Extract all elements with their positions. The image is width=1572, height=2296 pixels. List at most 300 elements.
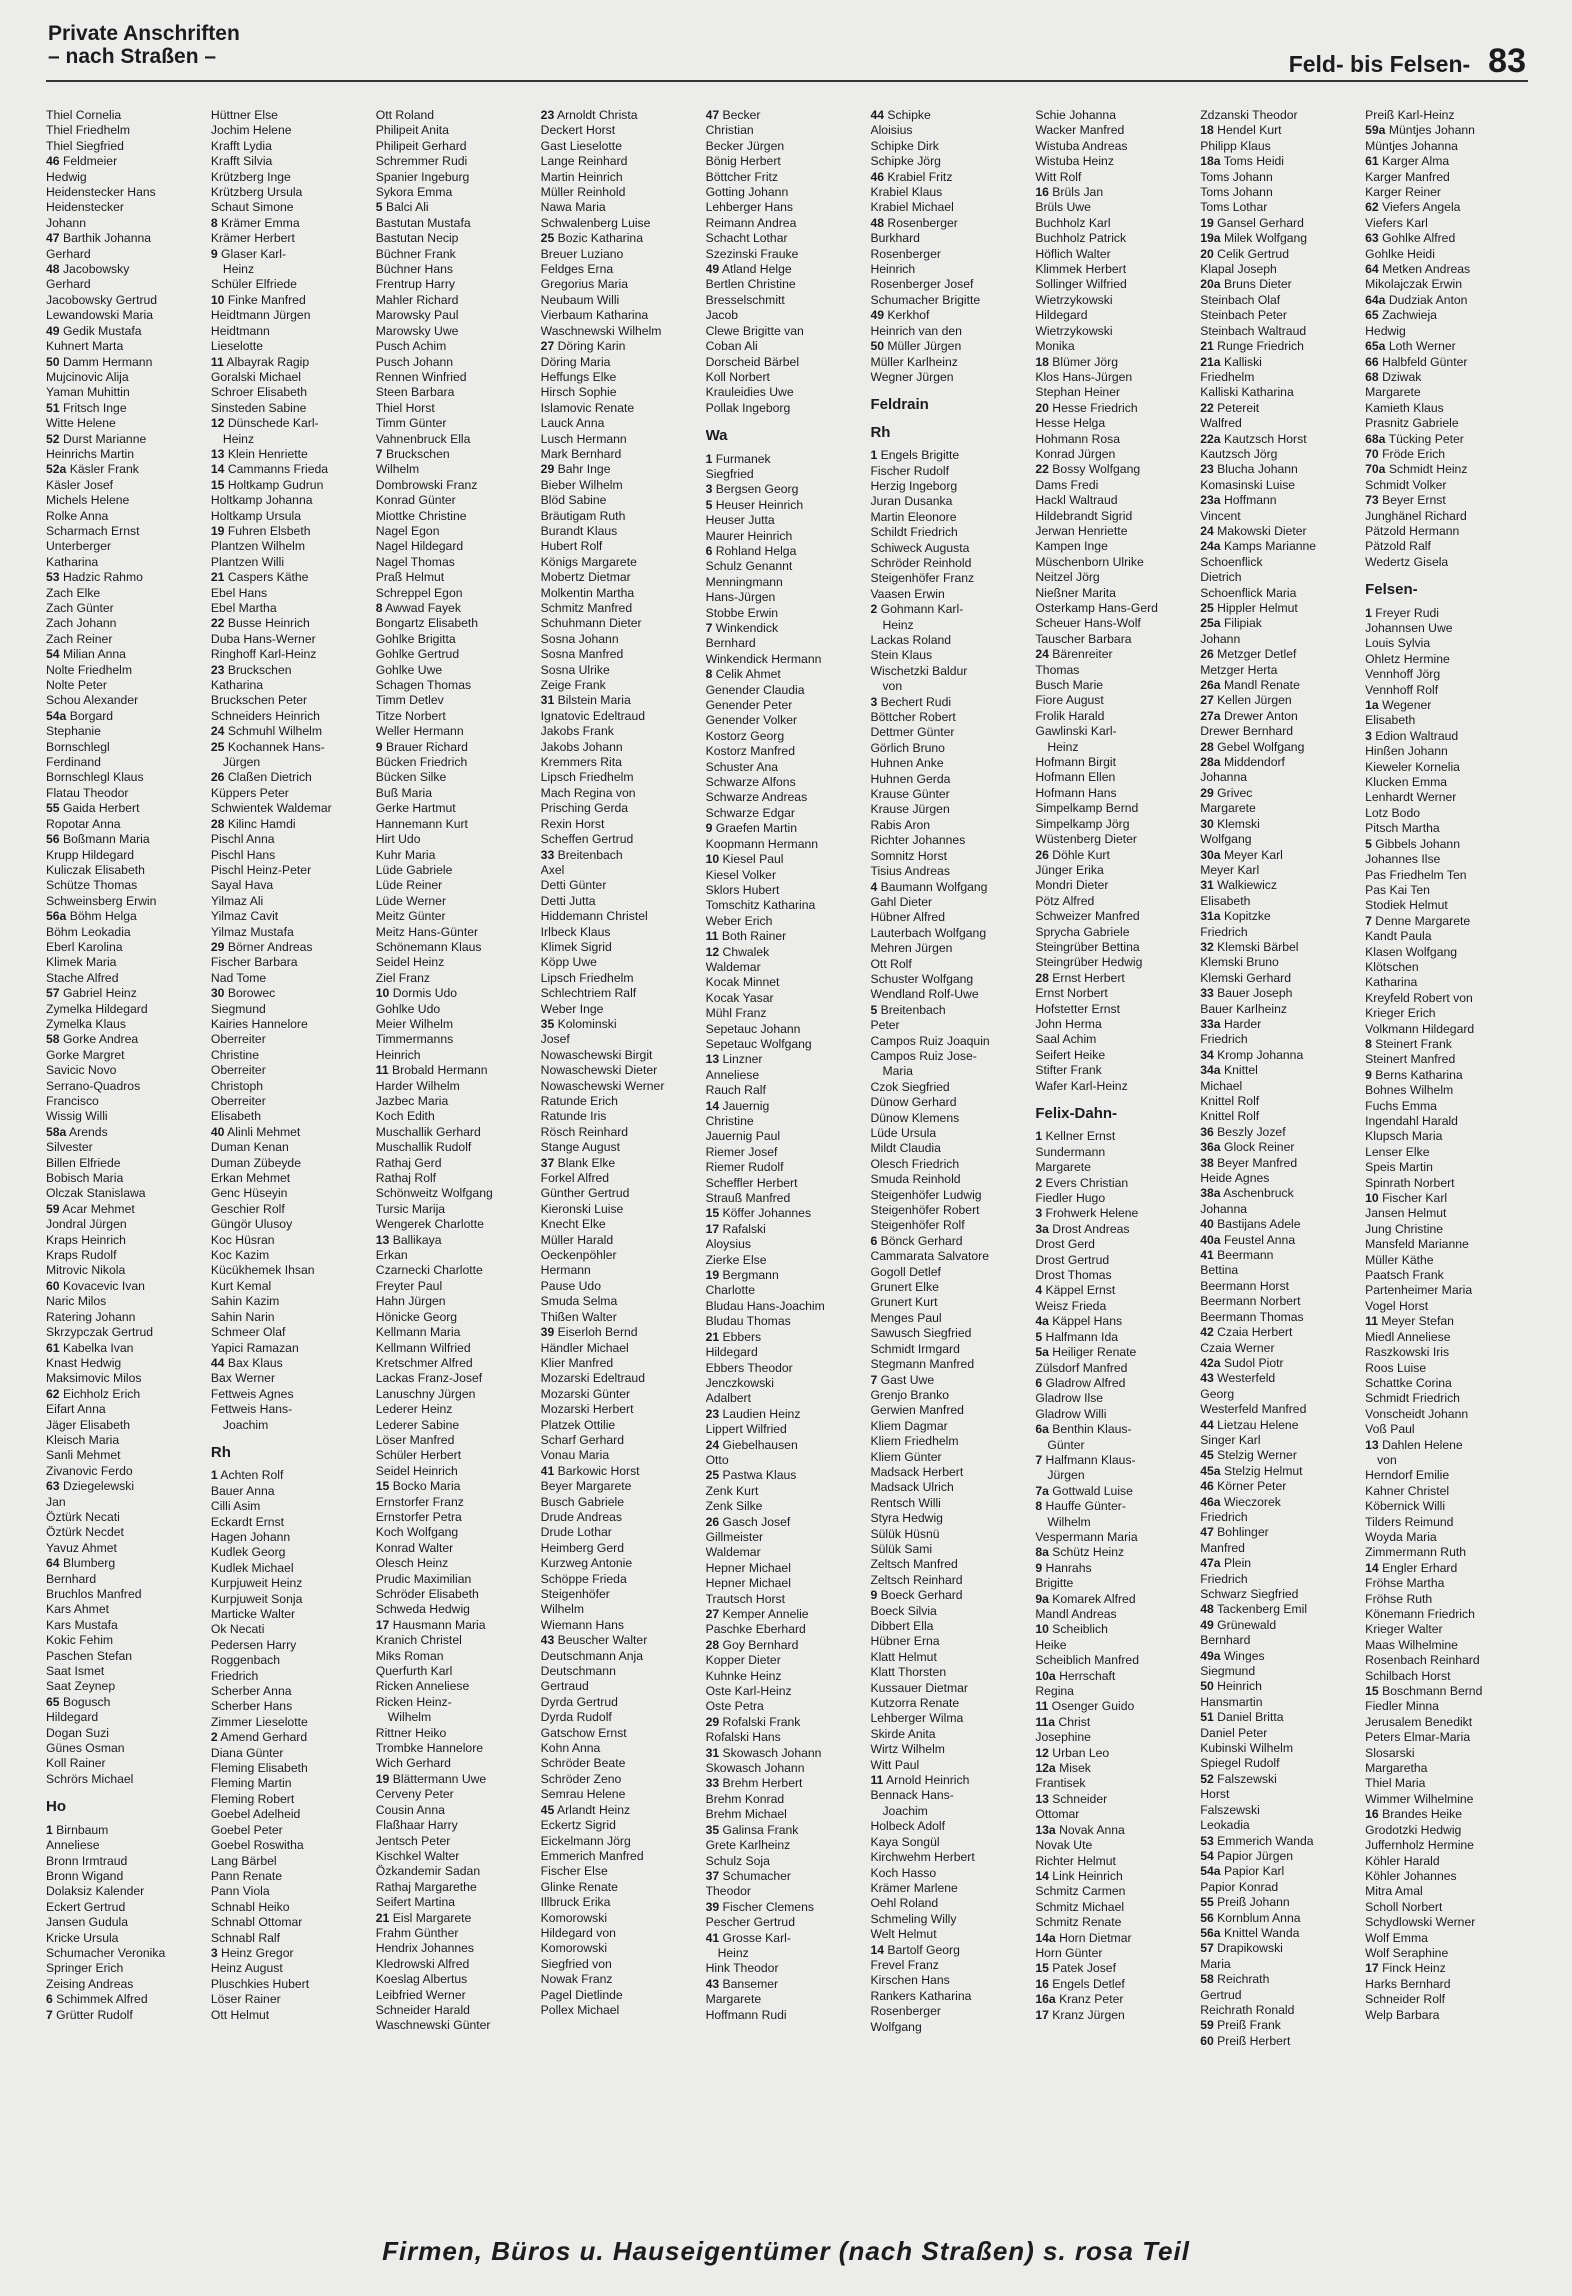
resident-entry: Westerfeld Manfred xyxy=(1200,1402,1307,1417)
resident-entry: Richter Johannes xyxy=(870,833,966,848)
resident-entry: Drude Andreas xyxy=(540,1509,622,1524)
page-number: 83 xyxy=(1488,42,1526,80)
resident-entry: Kuliczak Elisabeth xyxy=(46,862,145,877)
resident-entry: Heidenstecker xyxy=(46,200,124,215)
resident-entry: Koopmann Hermann xyxy=(705,836,819,851)
resident-entry: Rösch Reinhard xyxy=(540,1124,629,1139)
resident-entry: 47 Becker xyxy=(705,108,761,122)
resident-entry: Ebbers Theodor xyxy=(705,1360,793,1375)
resident-entry: 18 Blümer Jörg xyxy=(1035,354,1118,369)
resident-entry: Otto xyxy=(705,1452,729,1467)
resident-entry: 27a Drewer Anton xyxy=(1200,708,1298,723)
resident-entry: 1 Kellner Ernst xyxy=(1035,1129,1116,1144)
resident-entry: Schipke Dirk xyxy=(870,138,939,153)
resident-entry: Lauck Anna xyxy=(540,416,605,431)
house-number: 45 xyxy=(1200,1448,1214,1463)
resident-entry: von xyxy=(882,679,903,694)
resident-entry: Schaut Simone xyxy=(210,200,294,215)
resident-entry: Schroer Elisabeth xyxy=(210,385,308,400)
resident-entry: Bohnes Wilhelm xyxy=(1365,1083,1454,1098)
resident-entry: Woyda Maria xyxy=(1365,1529,1437,1544)
resident-entry: Bronn Wigand xyxy=(46,1868,124,1883)
street-range: Feld- bis Felsen- xyxy=(1288,51,1471,77)
resident-entry: Krützberg Inge xyxy=(210,169,291,184)
resident-entry: 46a Wieczorek xyxy=(1200,1494,1281,1509)
resident-entry: 25 Hippler Helmut xyxy=(1200,601,1298,615)
resident-entry: Philipeit Anita xyxy=(375,123,449,138)
resident-entry: Klimek Maria xyxy=(46,955,117,970)
resident-entry: Olczak Stanislawa xyxy=(46,1186,146,1201)
resident-entry: Beermann Norbert xyxy=(1200,1294,1301,1309)
resident-entry: 7 Bruckschen xyxy=(375,446,450,461)
resident-entry: 31 Skowasch Johann xyxy=(705,1745,822,1760)
resident-entry: Kairies Hannelore xyxy=(210,1016,308,1031)
resident-entry: Sklors Hubert xyxy=(705,882,780,897)
resident-entry: 2 Evers Christian xyxy=(1035,1175,1129,1190)
resident-entry: Klasen Wolfgang xyxy=(1365,944,1458,959)
resident-entry: Philipp Klaus xyxy=(1200,138,1271,153)
resident-entry: 28 Kilinc Hamdi xyxy=(210,816,296,831)
resident-entry: Simpelkamp Jörg xyxy=(1035,816,1130,831)
resident-entry: Juran Dusanka xyxy=(870,494,953,509)
resident-entry: Hofstetter Ernst xyxy=(1035,1001,1121,1016)
house-number: 37 xyxy=(540,1155,555,1170)
resident-entry: Wacker Manfred xyxy=(1035,123,1125,138)
resident-entry: 19 Fuhren Elsbeth xyxy=(210,523,311,538)
resident-entry: 43 Beuscher Walter xyxy=(540,1633,648,1648)
resident-entry: Johanna xyxy=(1200,770,1247,785)
resident-entry: Höflich Walter xyxy=(1035,246,1111,261)
resident-entry: Sawusch Siegfried xyxy=(870,1326,972,1341)
house-number: 24 xyxy=(1035,647,1049,662)
resident-entry: Holtkamp Johanna xyxy=(210,493,313,508)
resident-entry: Theodor xyxy=(705,1884,751,1899)
resident-entry: 26a Mandl Renate xyxy=(1200,678,1300,693)
resident-entry: Schütze Thomas xyxy=(46,878,138,893)
resident-entry: Hannemann Kurt xyxy=(375,816,468,831)
house-number: 10 xyxy=(705,852,720,867)
house-number: 28 xyxy=(1035,970,1049,985)
house-number: 7 xyxy=(1035,1452,1043,1467)
resident-entry: Kars Mustafa xyxy=(46,1617,118,1632)
resident-entry: Schmidt Friedrich xyxy=(1365,1391,1460,1406)
resident-entry: Wegner Jürgen xyxy=(870,369,954,384)
resident-entry: 5 Balci Ali xyxy=(375,200,429,215)
resident-entry: Genender Claudia xyxy=(705,682,805,697)
resident-entry: 27 Döring Karin xyxy=(540,339,626,354)
house-number: 15 xyxy=(210,477,225,492)
resident-entry: Nießner Marita xyxy=(1035,585,1116,600)
resident-entry: Pollex Michael xyxy=(540,2002,620,2017)
resident-entry: Singer Karl xyxy=(1200,1432,1261,1447)
house-number: 11 xyxy=(705,929,719,944)
house-number: 25 xyxy=(210,739,225,754)
resident-entry: Ziel Franz xyxy=(375,970,430,985)
resident-entry: 18a Toms Heidi xyxy=(1200,154,1285,169)
resident-entry: Herndorf Emilie xyxy=(1365,1468,1450,1483)
resident-entry: Grodotzki Hedwig xyxy=(1365,1822,1462,1837)
resident-entry: Schwarz Siegfried xyxy=(1200,1587,1299,1601)
resident-entry: Kraps Rudolf xyxy=(46,1248,117,1263)
resident-entry: 10 Finke Manfred xyxy=(210,292,306,307)
resident-entry: Ricken Anneliese xyxy=(375,1679,470,1694)
resident-entry: Walfred xyxy=(1200,416,1242,431)
resident-entry: Semrau Helene xyxy=(540,1787,626,1802)
resident-entry: Löser Rainer xyxy=(210,1992,281,2007)
house-number: 25 xyxy=(540,231,555,246)
resident-entry: Oberreiter xyxy=(210,1032,266,1047)
resident-entry: Schumacher Brigitte xyxy=(870,292,981,307)
resident-entry: Schremmer Rudi xyxy=(375,154,468,169)
house-number: 19 xyxy=(375,1771,390,1786)
resident-entry: Hildebrandt Sigrid xyxy=(1035,508,1133,523)
house-number: 8 xyxy=(1365,1036,1372,1051)
resident-entry: Querfurth Karl xyxy=(375,1664,453,1679)
resident-entry: Mujcinovic Alija xyxy=(46,369,129,384)
house-number: 9 xyxy=(1035,1560,1043,1575)
resident-entry: Kudlek Michael xyxy=(210,1560,294,1575)
resident-entry: Buchholz Karl xyxy=(1035,215,1111,230)
resident-entry: Schildt Friedrich xyxy=(870,525,958,540)
resident-entry: 20 Celik Gertrud xyxy=(1200,246,1289,261)
resident-entry: Wolf Seraphine xyxy=(1365,1945,1449,1960)
resident-entry: 15 Köffer Johannes xyxy=(705,1206,812,1221)
resident-entry: 48 Rosenberger xyxy=(870,215,958,230)
resident-entry: Lanuschny Jürgen xyxy=(375,1386,476,1401)
resident-entry: 11a Christ xyxy=(1035,1714,1091,1729)
house-number: 3 xyxy=(705,482,713,497)
resident-entry: 6a Benthin Klaus- xyxy=(1035,1422,1132,1437)
house-number: 29 xyxy=(540,462,555,477)
resident-entry: Zenk Silke xyxy=(705,1499,763,1514)
resident-entry: Pitsch Martha xyxy=(1365,821,1440,836)
listing-column xyxy=(211,108,376,2200)
resident-entry: Welp Barbara xyxy=(1365,2007,1440,2022)
house-number: 17 xyxy=(1035,2007,1049,2022)
house-number: 35 xyxy=(705,1822,720,1837)
resident-entry: Hildegard von xyxy=(540,1925,616,1940)
resident-entry: Charlotte xyxy=(705,1283,756,1298)
resident-entry: 47 Barthik Johanna xyxy=(46,231,152,246)
resident-entry: Wiemann Hans xyxy=(540,1617,624,1632)
resident-entry: Gerwien Manfred xyxy=(870,1403,964,1418)
resident-entry: Zimmermann Ruth xyxy=(1365,1545,1467,1560)
resident-entry: Schiweck Augusta xyxy=(870,540,970,555)
resident-entry: Öztürk Necdet xyxy=(46,1525,124,1540)
house-number: 41 xyxy=(540,1463,555,1478)
resident-entry: Paschke Eberhard xyxy=(705,1622,806,1637)
resident-entry: 21 Ebbers xyxy=(705,1329,762,1344)
resident-entry: Kostorz Manfred xyxy=(705,744,795,759)
house-number: 56a xyxy=(46,909,67,924)
resident-entry: Drost Gertrud xyxy=(1035,1252,1110,1267)
house-number: 1 xyxy=(210,1468,218,1483)
house-number: 19 xyxy=(1200,215,1214,230)
house-number: 12 xyxy=(1035,1745,1049,1760)
resident-entry: Rathaj Gerd xyxy=(375,1155,442,1170)
resident-entry: Rexin Horst xyxy=(540,816,605,831)
house-number: 27 xyxy=(705,1607,720,1621)
house-number: 25 xyxy=(1200,601,1214,615)
resident-entry: Königs Margarete xyxy=(540,554,637,569)
resident-entry: 61 Kabelka Ivan xyxy=(46,1340,134,1355)
resident-entry: Neitzel Jörg xyxy=(1035,570,1100,585)
house-number: 2 xyxy=(870,602,878,617)
house-number: 30a xyxy=(1200,847,1221,862)
house-number: 8 xyxy=(210,215,218,230)
resident-entry: Zeige Frank xyxy=(540,678,606,693)
resident-entry: Gerhard xyxy=(46,277,91,292)
resident-entry: 26 Döhle Kurt xyxy=(1035,847,1110,862)
resident-entry: 62 Eichholz Erich xyxy=(46,1386,141,1401)
resident-entry: 22 Bossy Wolfgang xyxy=(1035,462,1141,477)
resident-entry: Gahl Dieter xyxy=(870,894,933,909)
resident-entry: Ratunde Erich xyxy=(540,1094,618,1108)
resident-entry: Hübner Alfred xyxy=(870,910,945,925)
resident-entry: Goebel Roswitha xyxy=(210,1838,304,1853)
resident-entry: Skrzypczak Gertrud xyxy=(46,1325,154,1340)
resident-entry: 68 Dziwak xyxy=(1365,369,1422,384)
listing-columns xyxy=(46,108,1530,2200)
resident-entry: Müller Karlheinz xyxy=(870,354,958,369)
resident-entry: Özkandemir Sadan xyxy=(375,1864,481,1879)
house-number: 19 xyxy=(210,523,225,538)
resident-entry: Miedl Anneliese xyxy=(1365,1329,1451,1344)
house-number: 9 xyxy=(870,1588,878,1603)
house-number: 28 xyxy=(1200,739,1214,754)
house-number: 43 xyxy=(705,1976,720,1991)
street-section-heading: Ho xyxy=(46,1798,66,1816)
resident-entry: 56a Knittel Wanda xyxy=(1200,1925,1300,1940)
resident-entry: 14 Link Heinrich xyxy=(1035,1868,1123,1883)
resident-entry: 18 Hendel Kurt xyxy=(1200,123,1282,138)
house-number: 22 xyxy=(210,616,225,631)
resident-entry: Schweizer Manfred xyxy=(1035,909,1140,924)
resident-entry: Mansfeld Marianne xyxy=(1365,1237,1469,1252)
resident-entry: Marowsky Paul xyxy=(375,308,459,323)
resident-entry: 62 Viefers Angela xyxy=(1365,200,1461,215)
resident-entry: Lüde Werner xyxy=(375,893,447,908)
resident-entry: Roos Luise xyxy=(1365,1360,1427,1375)
resident-entry: Wimmer Wilhelmine xyxy=(1365,1791,1474,1806)
resident-entry: Meier Wilhelm xyxy=(375,1016,453,1031)
resident-entry: Wolfgang xyxy=(1200,832,1252,847)
resident-entry: 36a Glock Reiner xyxy=(1200,1140,1295,1155)
house-number: 50 xyxy=(46,354,60,369)
resident-entry: Frevel Franz xyxy=(870,1957,939,1972)
house-number: 37 xyxy=(705,1868,720,1883)
resident-entry: Kautzsch Jörg xyxy=(1200,446,1278,461)
resident-entry: Ratunde Iris xyxy=(540,1109,607,1124)
resident-entry: Klupsch Maria xyxy=(1365,1129,1443,1144)
resident-entry: Strauß Manfred xyxy=(705,1191,791,1206)
resident-entry: Schüler Herbert xyxy=(375,1448,462,1463)
resident-entry: 2 Amend Gerhard xyxy=(210,1730,308,1745)
resident-entry: Bennack Hans- xyxy=(870,1788,954,1803)
resident-entry: Clewe Brigitte van xyxy=(705,323,804,338)
resident-entry: Friedhelm xyxy=(1200,369,1255,384)
resident-entry: Hesse Helga xyxy=(1035,416,1106,431)
resident-entry: Yavuz Ahmet xyxy=(46,1540,117,1555)
resident-entry: Platzek Ottilie xyxy=(540,1417,616,1432)
resident-entry: Kuhnke Heinz xyxy=(705,1668,782,1683)
resident-entry: Timmermanns xyxy=(375,1032,454,1047)
house-number: 36 xyxy=(1200,1124,1214,1139)
resident-entry: Grunert Elke xyxy=(870,1280,939,1295)
house-number: 1 xyxy=(870,448,878,463)
house-number: 41 xyxy=(705,1930,720,1945)
resident-entry: Siegmund xyxy=(1200,1664,1256,1679)
house-number: 25a xyxy=(1200,616,1221,631)
resident-entry: Cilli Asim xyxy=(210,1499,261,1514)
resident-entry: 52 Falszewski xyxy=(1200,1771,1277,1786)
resident-entry: Heffungs Elke xyxy=(540,369,617,384)
house-number: 25 xyxy=(705,1468,720,1483)
resident-entry: Nowak Franz xyxy=(540,1972,613,1987)
resident-entry: 34 Kromp Johanna xyxy=(1200,1047,1304,1062)
resident-entry: Kurpjuweit Sonja xyxy=(210,1591,303,1606)
resident-entry: 27 Kellen Jürgen xyxy=(1200,693,1292,708)
house-number: 54 xyxy=(1200,1848,1214,1863)
resident-entry: Steinbach Olaf xyxy=(1200,292,1281,307)
resident-entry: Hirsch Sophie xyxy=(540,385,617,400)
resident-entry: 25 Pastwa Klaus xyxy=(705,1468,797,1483)
resident-entry: Jerusalem Benedikt xyxy=(1365,1714,1473,1729)
house-number: 39 xyxy=(705,1899,720,1914)
resident-entry: Schwarze Edgar xyxy=(705,805,795,820)
resident-entry: Schneider Rolf xyxy=(1365,1992,1446,2007)
resident-entry: Schie Johanna xyxy=(1035,108,1116,122)
resident-entry: Jochim Helene xyxy=(210,123,292,138)
resident-entry: Scholl Norbert xyxy=(1365,1899,1443,1914)
street-section-heading: Rh xyxy=(210,1443,231,1461)
resident-entry: 19 Gansel Gerhard xyxy=(1200,215,1304,230)
house-number: 44 xyxy=(1200,1417,1214,1432)
house-number: 17 xyxy=(1365,1961,1379,1976)
resident-entry: Jan xyxy=(46,1494,66,1509)
resident-entry: Philipeit Gerhard xyxy=(375,138,467,153)
resident-entry: Preiß Karl-Heinz xyxy=(1365,108,1455,122)
resident-entry: 15 Bocko Maria xyxy=(375,1479,461,1494)
resident-entry: Rosenberger xyxy=(870,246,941,261)
resident-entry: Hansmartin xyxy=(1200,1694,1263,1709)
resident-entry: Pischl Anna xyxy=(210,832,275,847)
resident-entry: Margarete xyxy=(1035,1160,1091,1175)
resident-entry: Coban Ali xyxy=(705,339,758,354)
resident-entry: Seifert Martina xyxy=(375,1895,456,1910)
resident-entry: Elisabeth xyxy=(1365,713,1416,728)
resident-entry: Katharina xyxy=(46,554,99,569)
house-number: 10 xyxy=(210,292,225,307)
resident-entry: Weber Erich xyxy=(705,913,773,928)
resident-entry: 55 Gaida Herbert xyxy=(46,801,140,816)
resident-entry: Ohletz Hermine xyxy=(1365,651,1450,666)
resident-entry: Steigenhöfer Franz xyxy=(870,571,975,586)
resident-entry: Tomschitz Katharina xyxy=(705,898,816,913)
resident-entry: Heinz xyxy=(1047,739,1079,754)
resident-entry: Ropotar Anna xyxy=(46,816,121,831)
house-number: 21 xyxy=(210,570,225,585)
resident-entry: Vennhoff Rolf xyxy=(1365,682,1439,697)
resident-entry: Wich Gerhard xyxy=(375,1756,451,1771)
house-number: 46 xyxy=(870,169,885,184)
resident-entry: 46 Krabiel Fritz xyxy=(870,169,953,184)
resident-entry: 11 Osenger Guido xyxy=(1035,1699,1135,1714)
resident-entry: 31 Bilstein Maria xyxy=(540,693,631,708)
resident-entry: Nagel Hildegard xyxy=(375,539,464,554)
house-number: 1 xyxy=(705,451,713,466)
house-number: 11 xyxy=(210,354,224,369)
resident-entry: Yilmaz Ali xyxy=(210,893,264,908)
resident-entry: Wilhelm xyxy=(375,462,420,477)
resident-entry: Krafft Silvia xyxy=(210,154,273,169)
resident-entry: Sülük Hüsnü xyxy=(870,1526,940,1541)
resident-entry: Lüde Ursula xyxy=(870,1126,937,1140)
resident-entry: 19 Bergmann xyxy=(705,1268,779,1283)
resident-entry: Hagen Johann xyxy=(210,1529,291,1544)
resident-entry: 10 Scheiblich xyxy=(1035,1622,1108,1637)
house-number: 33 xyxy=(1200,986,1214,1001)
resident-entry: 19 Blättermann Uwe xyxy=(375,1771,487,1786)
resident-entry: Lüde Gabriele xyxy=(375,862,453,877)
resident-entry: Fiedler Minna xyxy=(1365,1699,1439,1714)
resident-entry: Jondral Jürgen xyxy=(46,1217,127,1232)
resident-entry: Günther Gertrud xyxy=(540,1186,630,1201)
house-number: 17 xyxy=(375,1617,390,1632)
resident-entry: 43 Westerfeld xyxy=(1200,1371,1276,1386)
resident-entry: 14a Horn Dietmar xyxy=(1035,1930,1132,1945)
resident-entry: Jung Christine xyxy=(1365,1221,1444,1236)
resident-entry: Cerveny Peter xyxy=(375,1787,454,1802)
resident-entry: Böttcher Robert xyxy=(870,710,956,725)
resident-entry: 64 Metken Andreas xyxy=(1365,262,1471,277)
listing-column xyxy=(870,108,1035,2200)
resident-entry: Yilmaz Mustafa xyxy=(210,924,294,939)
house-number: 59 xyxy=(1200,2018,1214,2033)
house-number: 46 xyxy=(1200,1479,1214,1494)
resident-entry: Smuda Selma xyxy=(540,1294,618,1309)
resident-entry: Schmeer Olaf xyxy=(210,1325,286,1340)
resident-entry: Vogel Horst xyxy=(1365,1298,1429,1313)
resident-entry: Maria xyxy=(1200,1956,1231,1971)
house-number: 64 xyxy=(1365,262,1379,277)
resident-entry: Bieber Wilhelm xyxy=(540,477,623,492)
resident-entry: Bauer Karlheinz xyxy=(1200,1001,1287,1016)
resident-entry: Christine xyxy=(210,1047,259,1062)
resident-entry: Eckardt Ernst xyxy=(210,1514,285,1529)
resident-entry: Bongartz Elisabeth xyxy=(375,616,479,631)
house-number: 44 xyxy=(870,108,885,122)
house-number: 6 xyxy=(1035,1375,1043,1390)
house-number: 7a xyxy=(1035,1483,1049,1498)
resident-entry: Volkmann Hildegard xyxy=(1365,1021,1475,1036)
resident-entry: Hepner Michael xyxy=(705,1576,791,1591)
resident-entry: Muschallik Gerhard xyxy=(375,1124,481,1139)
resident-entry: Styra Hedwig xyxy=(870,1511,943,1526)
resident-entry: Nolte Peter xyxy=(46,678,107,693)
resident-entry: Richter Helmut xyxy=(1035,1853,1116,1868)
resident-entry: Tursic Marija xyxy=(375,1201,446,1216)
resident-entry: 25a Filipiak xyxy=(1200,616,1262,631)
resident-entry: Kranich Christel xyxy=(375,1633,462,1648)
house-number: 23a xyxy=(1200,493,1221,508)
resident-entry: Mondri Dieter xyxy=(1035,878,1109,893)
house-number: 21 xyxy=(375,1910,390,1925)
resident-entry: Kirchwehm Herbert xyxy=(870,1850,975,1865)
house-number: 5 xyxy=(1035,1329,1043,1344)
listing-column xyxy=(376,108,541,2200)
resident-entry: Schwalenberg Luise xyxy=(540,215,651,230)
